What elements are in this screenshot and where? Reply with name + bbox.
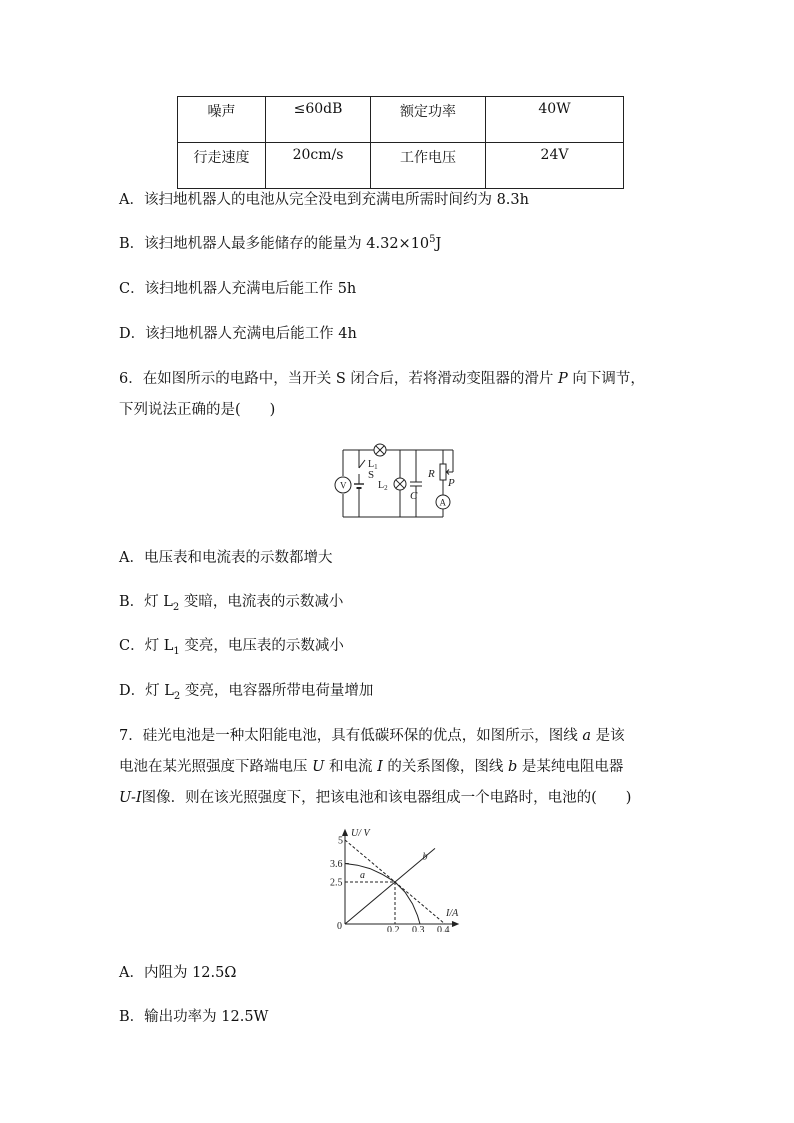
q7-stem-text: 电池在某光照强度下路端电压 (119, 759, 313, 775)
label-v: V (340, 480, 347, 491)
spec-table (177, 96, 624, 189)
table-cell: 工作电压 (371, 143, 486, 189)
q7-stem-line-3 (119, 786, 631, 807)
y-axis-label: U/ V (351, 828, 370, 839)
x-tick-label: 0.2 (387, 925, 400, 932)
x-tick-label: 0.3 (412, 925, 425, 932)
q6-stem-text: 6．在如图所示的电路中，当开关 S 闭合后，若将滑动变阻器的滑片 (119, 371, 558, 387)
q6-option-c (119, 634, 344, 657)
q5-option-b-unit: J (435, 236, 442, 252)
label-s: S (368, 469, 375, 481)
q6-stem-var: P (557, 371, 568, 387)
q6-stem-text-end: 向下调节， (567, 371, 645, 387)
q6-option-b (119, 590, 343, 613)
y-tick-label: 5 (338, 835, 343, 847)
q7-stem-var-u: U (312, 759, 325, 775)
table-cell: 额定功率 (371, 97, 486, 143)
q7-stem-var-b: b (508, 759, 518, 775)
q6-option-b-text: B．灯 L (119, 594, 173, 610)
origin-label: 0 (337, 921, 342, 932)
label-l2: $L_2$ (378, 480, 388, 492)
q7-stem-line-2 (119, 755, 623, 776)
q6-stem-line-2: 下列说法正确的是( ) (119, 402, 276, 418)
x-axis-label: I/A (446, 908, 459, 919)
table-cell: 24V (486, 143, 624, 189)
q7-stem-text: 图像．则在该光照强度下，把该电池和该电器组成一个电路时，电池的( ) (141, 790, 632, 806)
label-r: R (428, 468, 435, 480)
q7-stem-var-a: a (582, 728, 591, 744)
label-l1: $L_1$ (368, 459, 378, 471)
y-axis-arrow (343, 830, 348, 836)
q7-option-a: A．内阻为 12.5Ω (119, 965, 237, 981)
q7-stem-line-1 (119, 724, 625, 745)
q5-option-b-exponent: 5 (429, 234, 436, 246)
q7-stem-text-end: 是该 (591, 728, 625, 744)
table-row (178, 143, 624, 189)
q6-option-c-sub: 1 (173, 645, 180, 657)
q7-stem-var-i: I (377, 759, 383, 775)
series-b-label: b (422, 851, 428, 863)
q6-option-a: A．电压表和电流表的示数都增大 (119, 550, 333, 566)
ui-chart (330, 826, 470, 932)
label-a: A (439, 497, 446, 508)
table-cell: 噪声 (178, 97, 266, 143)
rheostat-icon (440, 464, 446, 480)
x-tick-label: 0.4 (437, 925, 450, 932)
q5-option-c: C．该扫地机器人充满电后能工作 5h (119, 281, 357, 297)
q6-option-d-text-end: 变亮，电容器所带电荷量增加 (180, 683, 374, 699)
q5-option-b (119, 232, 441, 253)
circuit-diagram (330, 440, 470, 522)
q7-stem-text: 和电流 (324, 759, 378, 775)
series-a-label: a (360, 869, 365, 881)
table-row (178, 97, 624, 143)
y-tick-label: 2.5 (330, 877, 343, 889)
q6-option-d (119, 679, 373, 702)
q5-option-b-text: B．该扫地机器人最多能储存的能量为 4.32×10 (119, 236, 430, 252)
q7-stem-text: 是某纯电阻电器 (517, 759, 624, 775)
table-cell: 40W (486, 97, 624, 143)
q6-option-d-text: D．灯 L (119, 683, 174, 699)
q7-stem-text: 7．硅光电池是一种太阳能电池，具有低碳环保的优点，如图所示，图线 (119, 728, 583, 744)
q6-stem-line-1 (119, 367, 645, 388)
q6-option-b-text-end: 变暗，电流表的示数减小 (179, 594, 344, 610)
label-p: P (448, 477, 455, 489)
q6-option-d-sub: 2 (173, 690, 181, 702)
x-axis-arrow (452, 922, 458, 927)
label-c: C (410, 490, 418, 502)
q7-option-b: B．输出功率为 12.5W (119, 1009, 269, 1025)
table-cell: ≤60dB (266, 97, 371, 143)
q7-stem-var-ui: U-I (119, 790, 142, 806)
q6-option-b-sub: 2 (172, 601, 180, 613)
q6-option-c-text: C．灯 L (119, 638, 174, 654)
y-tick-label: 3.6 (330, 859, 343, 871)
q7-stem-text: 的关系图像，图线 (382, 759, 509, 775)
q5-option-d: D．该扫地机器人充满电后能工作 4h (119, 326, 357, 342)
table-cell: 行走速度 (178, 143, 266, 189)
table-cell: 20cm/s (266, 143, 371, 189)
q5-option-a: A．该扫地机器人的电池从完全没电到充满电所需时间约为 8.3h (119, 192, 529, 208)
series-b-line (345, 848, 435, 924)
q6-option-c-text-end: 变亮，电压表的示数减小 (179, 638, 344, 654)
